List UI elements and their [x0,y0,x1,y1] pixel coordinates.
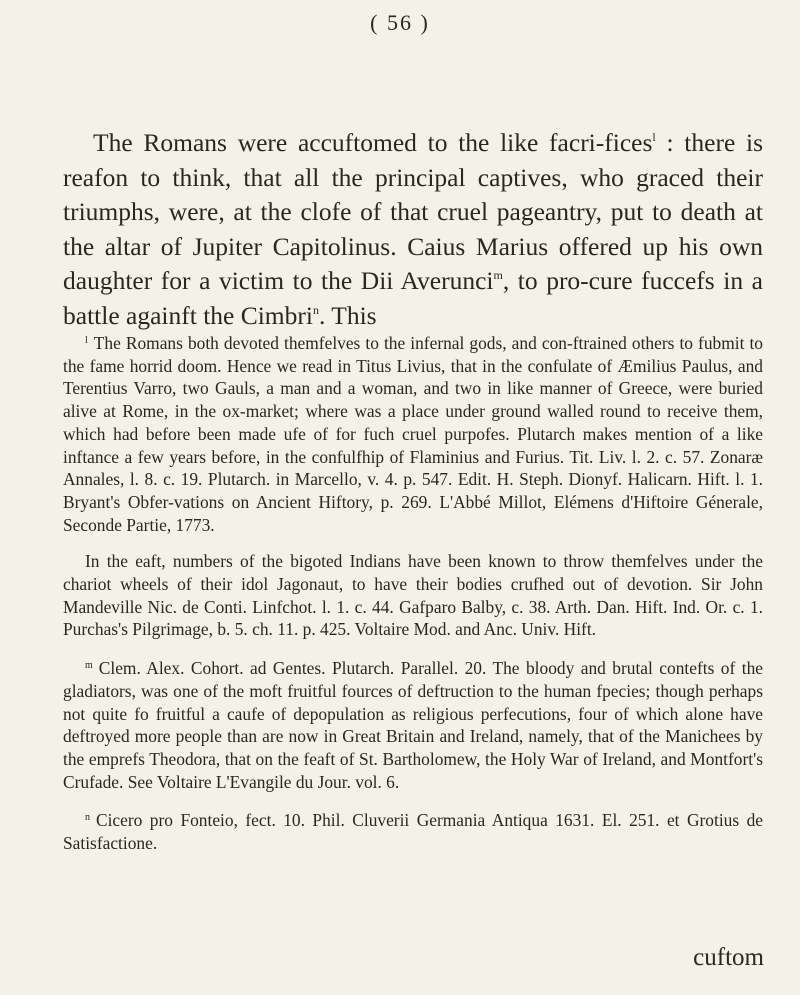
footnote-text: In the eaft, numbers of the bigoted Indians have been known to throw themfelves under the chariot wheels of their idol Jagonaut, to have their bodies crufhed out of devotion. Sir John Mandeville Nic. de Conti. Linfchot. l. 1. c. 44. Gafparo Balby, c. 38. Arth. Dan. Hift. Ind. Or. c. 1. Purchas's Pilgrimage, b. 5. ch. 11. p. 425. Voltaire Mod. and Anc. Univ. Hift. [63,551,763,640]
footnote-reference-n: n [312,302,319,317]
footnote-mark: n [85,812,90,824]
footnote-text: Clem. Alex. Cohort. ad Gentes. Plutarch. Parallel. 20. The bloody and brutal contefts of the gladiators, was one of the moft fruitful fources of deftruction to the human fpecies; though perhaps not quite fo fruitful a caufe of depopulation as religious perfecutions, four of which alone have deftroyed more people than are now in Great Britain and Ireland, namely, that of the Manichees by the emprefs Theodora, that on the feaft of St. Bartholomew, the Holy War of Ireland, and Montfort's Crufade. See Voltaire L'Evangile du Jour. vol. 6. [63,658,763,792]
footnote-n [63,807,763,854]
body-text-part3: , to pro-cure fuccefs in a battle againft the Cimbri [63,266,764,330]
footnote-l-continued [63,550,763,641]
catchword: cuftom [693,944,764,971]
footnote-text: The Romans both devoted themfelves to the infernal gods, and con-ftrained others to fubmit to the fame horrid doom. Hence we read in Titus Livius, that in the confulate of Æmilius Paulus, and Terentius Varro, two Gauls, a man and a woman, and two in like manner of Greece, were buried alive at Rome, in the ox-market; where was a place under ground walled round to receive them, which had before been made ufe of for fuch cruel purpofes. Plutarch makes mention of a like inftance a few years before, in the confulfhip of Flaminius and Furius. Tit. Liv. l. 2. c. 57. Zonaræ Annales, l. 8. c. 19. Plutarch. in Marcello, v. 4. p. 547. Edit. H. Steph. Dionyf. Halicarn. Hift. l. 1. Bryant's Obfer-vations on Ancient Hiftory, p. 269. L'Abbé Millot, Elémens d'Hiftoire Génerale, Seconde Partie, 1773. [63,333,763,535]
footnote-text: Cicero pro Fonteio, fect. 10. Phil. Cluverii Germania Antiqua 1631. El. 251. et Grotius de Satisfactione. [63,810,763,854]
footnote-reference-l: l [652,130,656,144]
footnote-mark: m [85,660,93,672]
footnote-reference-m: m [493,268,503,282]
body-text-part1: The Romans were accuftomed to the like facri-fices [93,128,653,157]
body-text-part2: : there is reafon to think, that all the principal captives, who graced their triumphs, were, at the clofe of that cruel pageantry, put to death at the altar of Jupiter Capitolinus. Caius Marius offered up his own daughter for a victim to the Dii Averunci [63,128,764,295]
footnotes [63,330,763,869]
footnote-mark: l [85,335,88,346]
footnote-m [63,655,763,793]
page-number: ( 56 ) [370,10,430,35]
body-text-part4: . This [318,300,377,330]
body-paragraph [63,126,763,333]
footnote-l [63,330,763,536]
